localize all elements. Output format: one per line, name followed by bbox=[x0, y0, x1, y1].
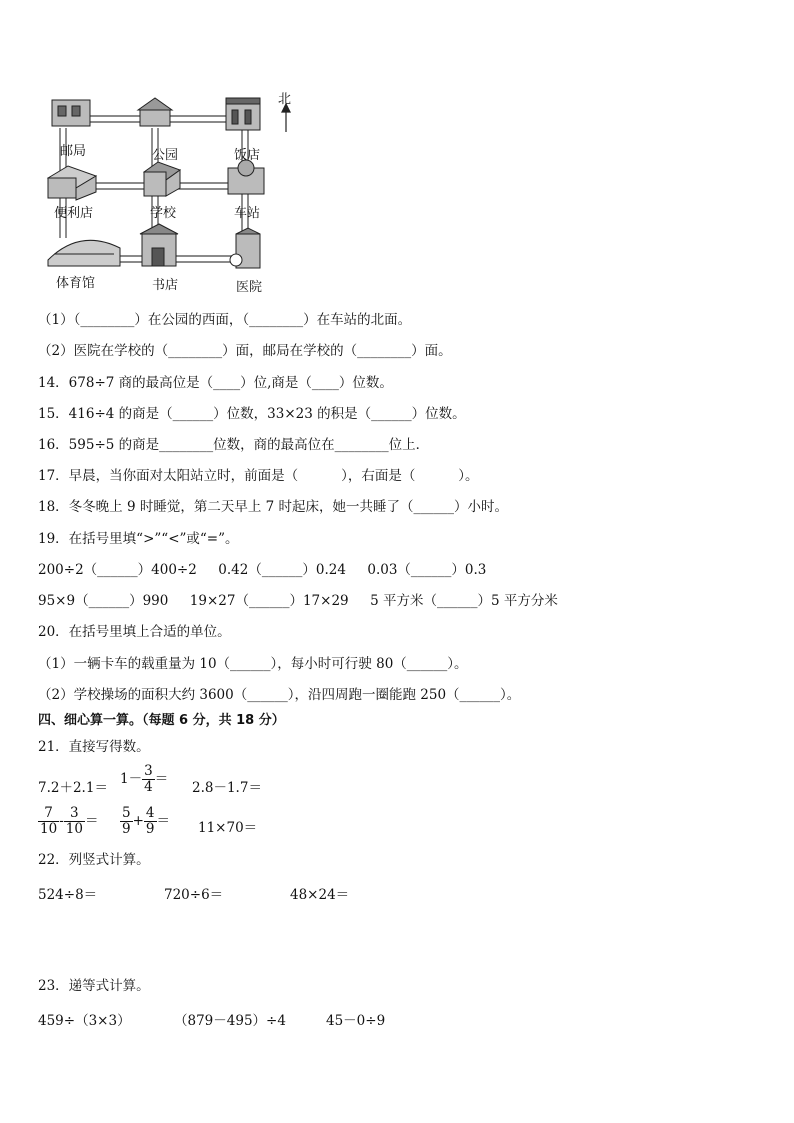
q21-expr-5 bbox=[120, 806, 170, 837]
operator: + bbox=[132, 813, 144, 829]
q22-expr-3: 48×24＝ bbox=[290, 887, 350, 903]
equals: ＝ bbox=[84, 813, 99, 829]
q23-expr-3: 45－0÷9 bbox=[326, 1013, 386, 1029]
question-19-row-a: 200÷2（______）400÷2 0.42（______）0.24 0.03（______）0.3 bbox=[38, 562, 487, 578]
question-22: 22．列竖式计算。 bbox=[38, 852, 150, 868]
numerator: 7 bbox=[38, 806, 59, 822]
fraction bbox=[38, 806, 59, 837]
question-21: 21．直接写得数。 bbox=[38, 739, 150, 755]
question-14: 14．678÷7 商的最高位是（____）位,商是（____）位数。 bbox=[38, 375, 393, 391]
north-label: 北 bbox=[278, 92, 292, 107]
fraction bbox=[142, 764, 155, 795]
q23-expr-1: 459÷（3×3） bbox=[38, 1013, 131, 1029]
map-label-gym: 体育馆 bbox=[56, 276, 96, 291]
question-18: 18．冬冬晚上 9 时睡觉，第二天早上 7 时起床，她一共睡了（______）小时。 bbox=[38, 499, 509, 515]
question-16: 16．595÷5 的商是________位数，商的最高位在________位上． bbox=[38, 437, 430, 453]
q21-expr-6: 11×70＝ bbox=[198, 820, 258, 836]
q21-expr-2 bbox=[120, 764, 168, 795]
fraction bbox=[144, 806, 157, 837]
denominator: 10 bbox=[40, 821, 58, 837]
q21-expr-4 bbox=[38, 806, 98, 837]
map-label-restaurant: 饭店 bbox=[234, 148, 261, 163]
operator: - bbox=[59, 813, 64, 829]
q21-expr-2-post: ＝ bbox=[154, 771, 169, 787]
direction-map bbox=[40, 88, 300, 298]
fraction bbox=[64, 806, 85, 837]
question-23: 23．递等式计算。 bbox=[38, 978, 150, 994]
question-19-row-b: 95×9（______）990 19×27（______）17×29 5 平方米（______）5 平方分米 bbox=[38, 593, 558, 609]
numerator: 3 bbox=[144, 763, 153, 779]
section-4-heading: 四、细心算一算。（每题 6 分，共 18 分） bbox=[38, 713, 285, 728]
map-label-hospital: 医院 bbox=[236, 280, 263, 295]
question-19: 19．在括号里填“>”“<”或“=”。 bbox=[38, 531, 239, 547]
map-label-store: 便利店 bbox=[54, 206, 94, 221]
numerator: 3 bbox=[64, 806, 85, 822]
question-20-part-2: （2）学校操场的面积大约 3600（______），沿四周跑一圈能跑 250（______）。 bbox=[38, 687, 521, 703]
q21-expr-2-pre: 1－ bbox=[120, 771, 143, 787]
denominator: 4 bbox=[144, 779, 153, 795]
denominator: 9 bbox=[122, 821, 131, 837]
denominator: 9 bbox=[145, 821, 155, 837]
map-label-post-office: 邮局 bbox=[60, 144, 87, 159]
map-label-station: 车站 bbox=[234, 206, 261, 221]
question-15: 15．416÷4 的商是（______）位数，33×23 的积是（______）位数。 bbox=[38, 406, 466, 422]
map-label-bookstore: 书店 bbox=[152, 278, 179, 293]
map-label-park: 公园 bbox=[152, 148, 179, 163]
q21-expr-3: 2.8－1.7＝ bbox=[192, 780, 262, 796]
numerator: 4 bbox=[145, 805, 155, 821]
numerator: 5 bbox=[122, 805, 131, 821]
map-drawing bbox=[40, 88, 300, 298]
q22-expr-1: 524÷8＝ bbox=[38, 887, 98, 903]
fraction bbox=[120, 806, 133, 837]
q22-expr-2: 720÷6＝ bbox=[164, 887, 224, 903]
q23-expr-2: （879－495）÷4 bbox=[174, 1013, 286, 1029]
question-13-part-2: （2）医院在学校的（________）面，邮局在学校的（________）面。 bbox=[38, 343, 452, 359]
map-label-school: 学校 bbox=[150, 206, 177, 221]
question-20-part-1: （1）一辆卡车的载重量为 10（______），每小时可行驶 80（______）。 bbox=[38, 656, 468, 672]
question-20: 20．在括号里填上合适的单位。 bbox=[38, 624, 231, 640]
question-17: 17．早晨，当你面对太阳站立时，前面是（ ），右面是（ ）。 bbox=[38, 468, 479, 484]
denominator: 10 bbox=[65, 821, 83, 837]
question-13-part-1: （1）（________）在公园的西面，（________）在车站的北面。 bbox=[38, 312, 412, 328]
q21-expr-1: 7.2＋2.1＝ bbox=[38, 780, 108, 796]
equals: ＝ bbox=[156, 813, 170, 829]
